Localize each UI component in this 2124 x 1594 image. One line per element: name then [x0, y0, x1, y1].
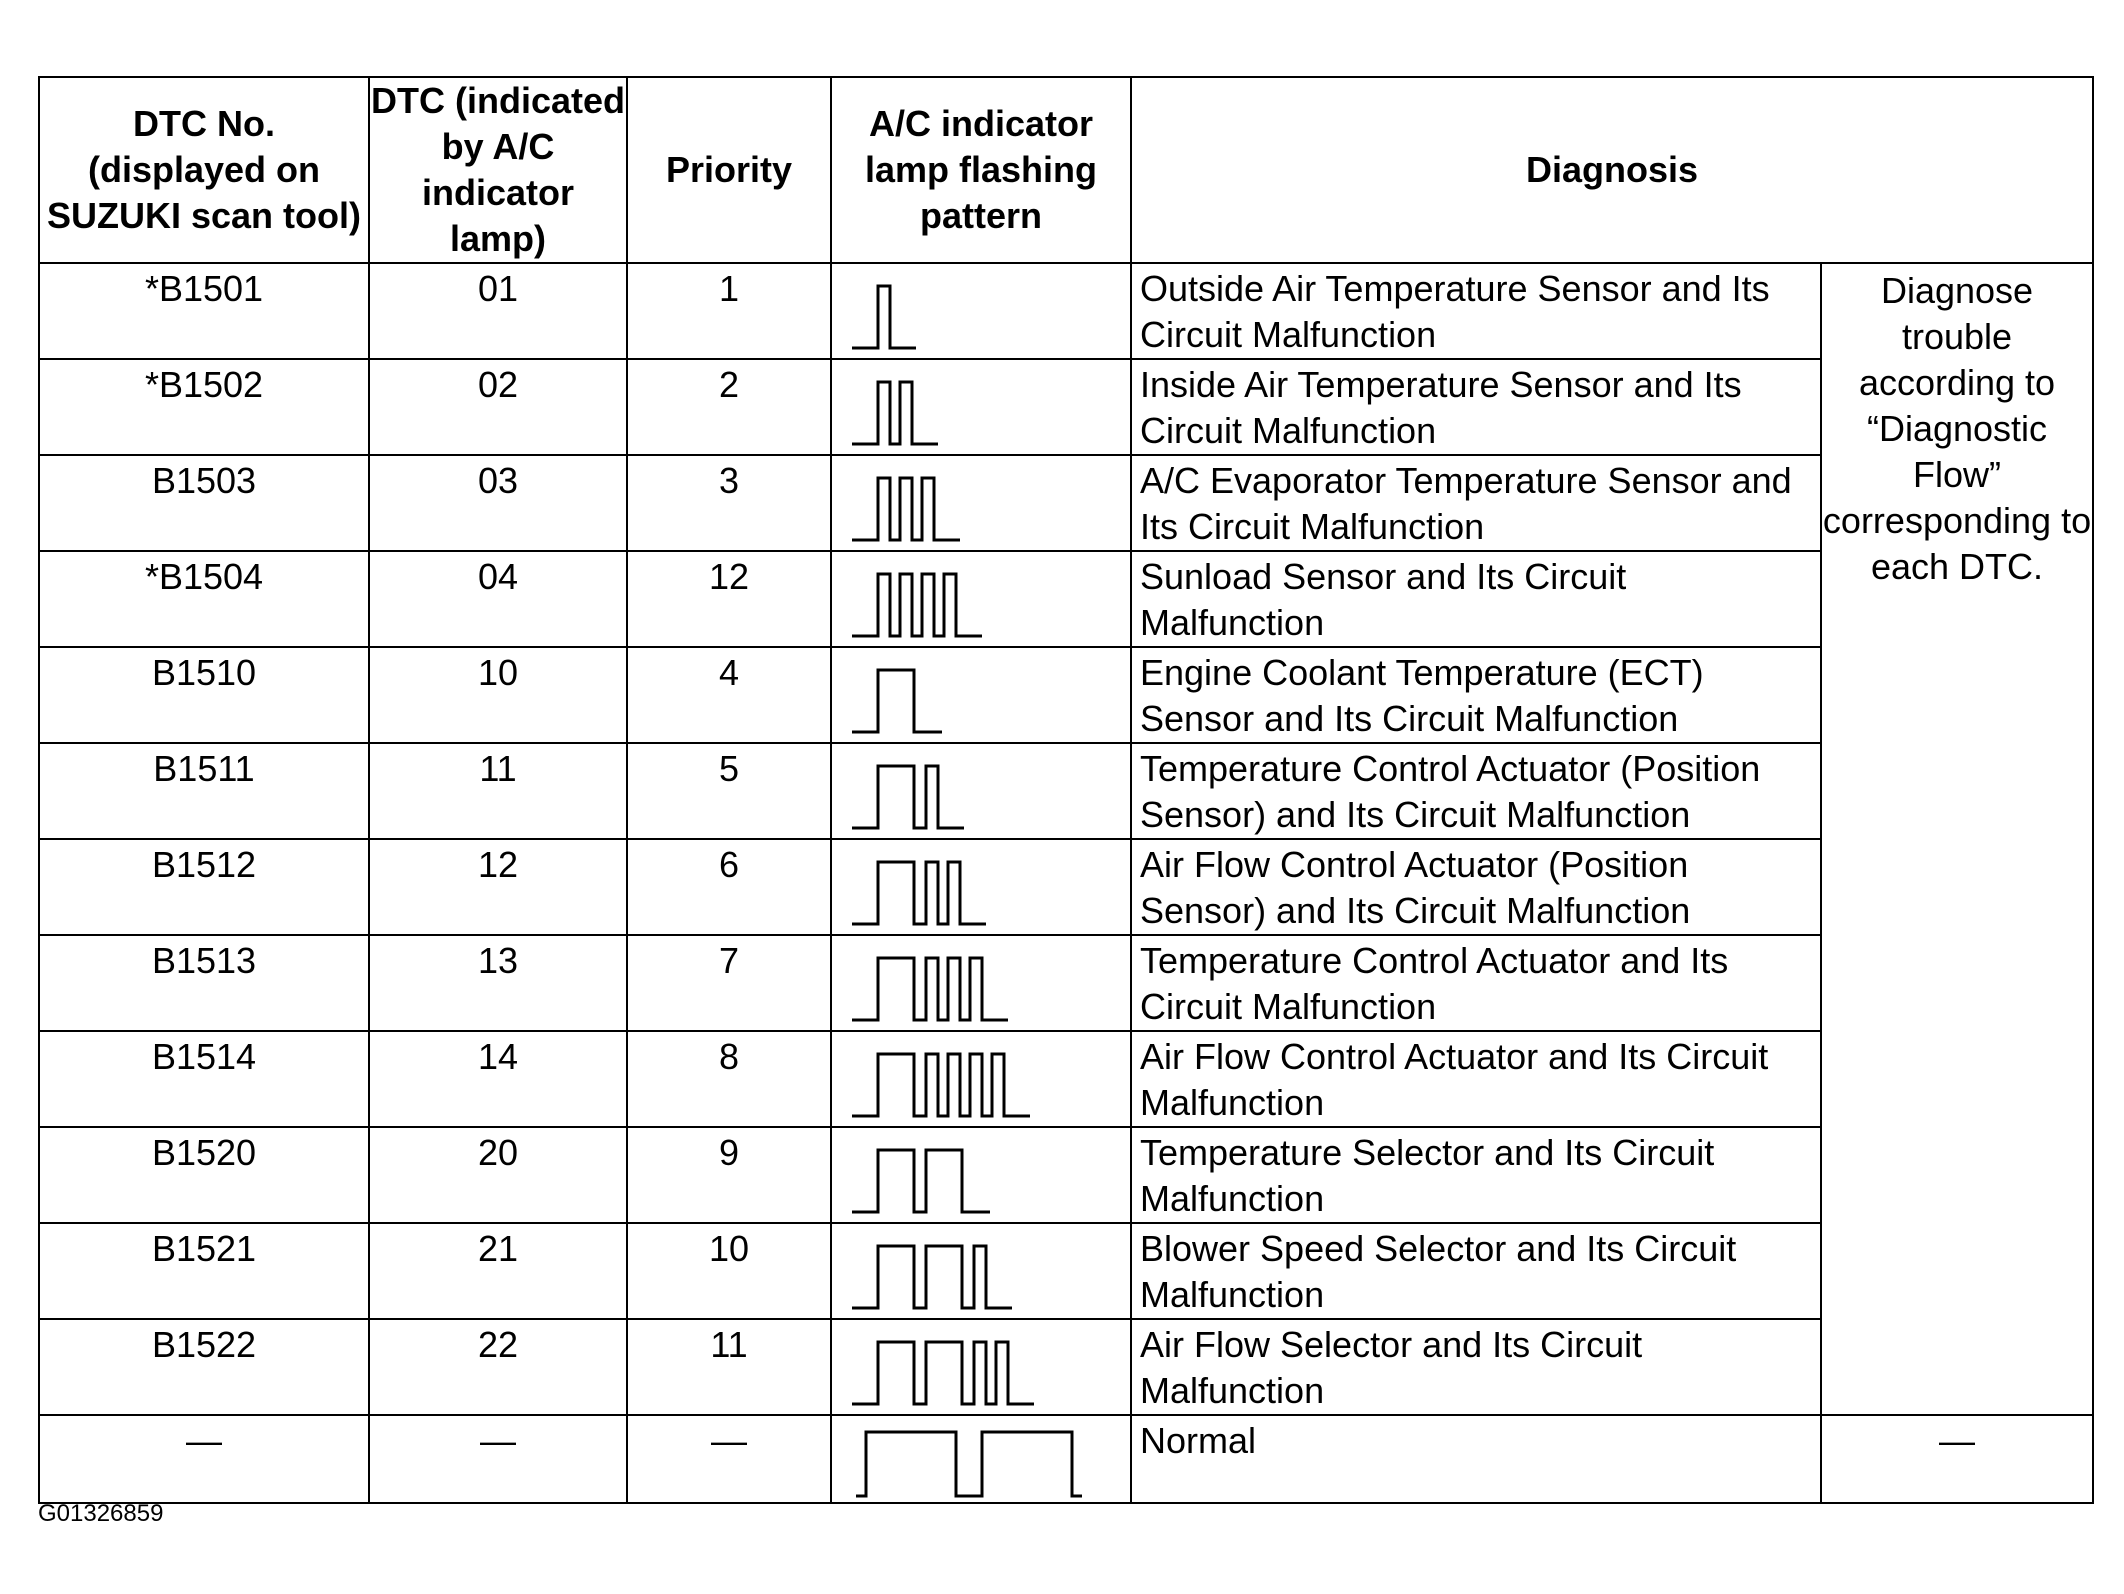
- pattern-cell: [831, 1319, 1131, 1415]
- flash-waveform: [856, 1432, 1082, 1496]
- dtc-lamp-cell: 13: [369, 935, 627, 1031]
- pattern-cell: [831, 551, 1131, 647]
- flash-waveform: [852, 766, 964, 828]
- dtc-table: [38, 76, 2094, 1504]
- priority-cell: 10: [627, 1223, 831, 1319]
- dtc-no-cell: B1513: [39, 935, 369, 1031]
- pattern-cell: [831, 1031, 1131, 1127]
- flash-waveform: [852, 1246, 1012, 1308]
- flash-pattern-icon: [832, 1330, 1132, 1410]
- diagnosis-cell: Engine Coolant Temperature (ECT) Sensor and Its Circuit Malfunction: [1131, 647, 1821, 743]
- dtc-no-cell: B1520: [39, 1127, 369, 1223]
- dtc-no-cell: B1511: [39, 743, 369, 839]
- priority-cell: 7: [627, 935, 831, 1031]
- flash-waveform: [852, 670, 942, 732]
- priority-cell: 8: [627, 1031, 831, 1127]
- flash-pattern-icon: [832, 850, 1132, 930]
- flash-waveform: [852, 862, 986, 924]
- flash-pattern-icon: [832, 274, 1132, 354]
- table-row: [39, 839, 2093, 935]
- flash-pattern-icon: [832, 754, 1132, 834]
- dtc-lamp-cell: —: [369, 1415, 627, 1503]
- diagnosis-cell: Inside Air Temperature Sensor and Its Circuit Malfunction: [1131, 359, 1821, 455]
- flash-pattern-icon: [832, 946, 1132, 1026]
- dtc-no-cell: B1522: [39, 1319, 369, 1415]
- flash-waveform: [852, 1150, 990, 1212]
- priority-cell: —: [627, 1415, 831, 1503]
- diagnosis-cell: Outside Air Temperature Sensor and Its Circuit Malfunction: [1131, 263, 1821, 359]
- flash-waveform: [852, 286, 916, 348]
- header-row: [39, 77, 2093, 263]
- diagnosis-cell: A/C Evaporator Temperature Sensor and Its Circuit Malfunction: [1131, 455, 1821, 551]
- diagnosis-cell: Normal: [1131, 1415, 1821, 1503]
- flash-pattern-icon: [832, 370, 1132, 450]
- diagnose-note-cell: Diagnose trouble according to “Diagnostic Flow” corresponding to each DTC.: [1821, 263, 2093, 1415]
- table-body: [39, 263, 2093, 1503]
- dtc-lamp-cell: 20: [369, 1127, 627, 1223]
- dtc-no-cell: *B1501: [39, 263, 369, 359]
- table-row: [39, 263, 2093, 359]
- flash-pattern-icon: [832, 1042, 1132, 1122]
- header-dtc-no: DTC No. (displayed on SUZUKI scan tool): [39, 77, 369, 263]
- dtc-lamp-cell: 11: [369, 743, 627, 839]
- diagnosis-cell: Air Flow Control Actuator and Its Circuit Malfunction: [1131, 1031, 1821, 1127]
- dtc-no-cell: B1503: [39, 455, 369, 551]
- flash-waveform: [852, 382, 938, 444]
- pattern-cell: [831, 263, 1131, 359]
- dtc-lamp-cell: 01: [369, 263, 627, 359]
- dtc-lamp-cell: 10: [369, 647, 627, 743]
- pattern-cell: [831, 647, 1131, 743]
- flash-waveform: [852, 1342, 1034, 1404]
- priority-cell: 4: [627, 647, 831, 743]
- dtc-lamp-cell: 04: [369, 551, 627, 647]
- pattern-cell: [831, 455, 1131, 551]
- pattern-cell: [831, 935, 1131, 1031]
- dtc-lamp-cell: 22: [369, 1319, 627, 1415]
- pattern-cell: [831, 359, 1131, 455]
- dtc-no-cell: B1510: [39, 647, 369, 743]
- diagnosis-cell: Blower Speed Selector and Its Circuit Malfunction: [1131, 1223, 1821, 1319]
- priority-cell: 6: [627, 839, 831, 935]
- side-dash-cell: —: [1821, 1415, 2093, 1503]
- dtc-lamp-cell: 21: [369, 1223, 627, 1319]
- priority-cell: 2: [627, 359, 831, 455]
- table-row: [39, 551, 2093, 647]
- pattern-cell: [831, 743, 1131, 839]
- dtc-no-cell: B1514: [39, 1031, 369, 1127]
- priority-cell: 12: [627, 551, 831, 647]
- table-row: [39, 359, 2093, 455]
- diagnosis-cell: Temperature Control Actuator (Position Sensor) and Its Circuit Malfunction: [1131, 743, 1821, 839]
- pattern-cell: [831, 839, 1131, 935]
- dtc-no-cell: —: [39, 1415, 369, 1503]
- priority-cell: 5: [627, 743, 831, 839]
- dtc-no-cell: *B1504: [39, 551, 369, 647]
- priority-cell: 9: [627, 1127, 831, 1223]
- flash-pattern-icon: [832, 658, 1132, 738]
- dtc-no-cell: *B1502: [39, 359, 369, 455]
- flash-pattern-icon: [832, 466, 1132, 546]
- flash-waveform: [852, 1054, 1030, 1116]
- priority-cell: 11: [627, 1319, 831, 1415]
- diagnosis-cell: Temperature Selector and Its Circuit Malfunction: [1131, 1127, 1821, 1223]
- header-diagnosis: Diagnosis: [1131, 77, 2093, 263]
- flash-waveform: [852, 478, 960, 540]
- flash-waveform: [852, 958, 1008, 1020]
- table-row: [39, 1127, 2093, 1223]
- priority-cell: 3: [627, 455, 831, 551]
- header-pattern: A/C indicator lamp flashing pattern: [831, 77, 1131, 263]
- dtc-no-cell: B1521: [39, 1223, 369, 1319]
- priority-cell: 1: [627, 263, 831, 359]
- table-row: [39, 743, 2093, 839]
- dtc-lamp-cell: 12: [369, 839, 627, 935]
- dtc-lamp-cell: 03: [369, 455, 627, 551]
- flash-waveform: [852, 574, 982, 636]
- table-row: [39, 455, 2093, 551]
- figure-id: G01326859: [38, 1500, 164, 1527]
- dtc-no-cell: B1512: [39, 839, 369, 935]
- dtc-lamp-cell: 14: [369, 1031, 627, 1127]
- table-row: [39, 1223, 2093, 1319]
- table-row: [39, 935, 2093, 1031]
- diagnosis-cell: Air Flow Selector and Its Circuit Malfunction: [1131, 1319, 1821, 1415]
- diagnosis-cell: Sunload Sensor and Its Circuit Malfunction: [1131, 551, 1821, 647]
- header-priority: Priority: [627, 77, 831, 263]
- normal-flash-pattern-icon: [832, 1422, 1132, 1502]
- pattern-cell: [831, 1127, 1131, 1223]
- normal-row: [39, 1415, 2093, 1503]
- pattern-cell: [831, 1223, 1131, 1319]
- table-row: [39, 1031, 2093, 1127]
- table-row: [39, 647, 2093, 743]
- flash-pattern-icon: [832, 1138, 1132, 1218]
- diagnosis-cell: Temperature Control Actuator and Its Circuit Malfunction: [1131, 935, 1821, 1031]
- flash-pattern-icon: [832, 562, 1132, 642]
- flash-pattern-icon: [832, 1234, 1132, 1314]
- header-dtc-lamp: DTC (indicated by A/C indicator lamp): [369, 77, 627, 263]
- dtc-lamp-cell: 02: [369, 359, 627, 455]
- table-row: [39, 1319, 2093, 1415]
- pattern-cell: [831, 1415, 1131, 1503]
- diagnosis-cell: Air Flow Control Actuator (Position Sensor) and Its Circuit Malfunction: [1131, 839, 1821, 935]
